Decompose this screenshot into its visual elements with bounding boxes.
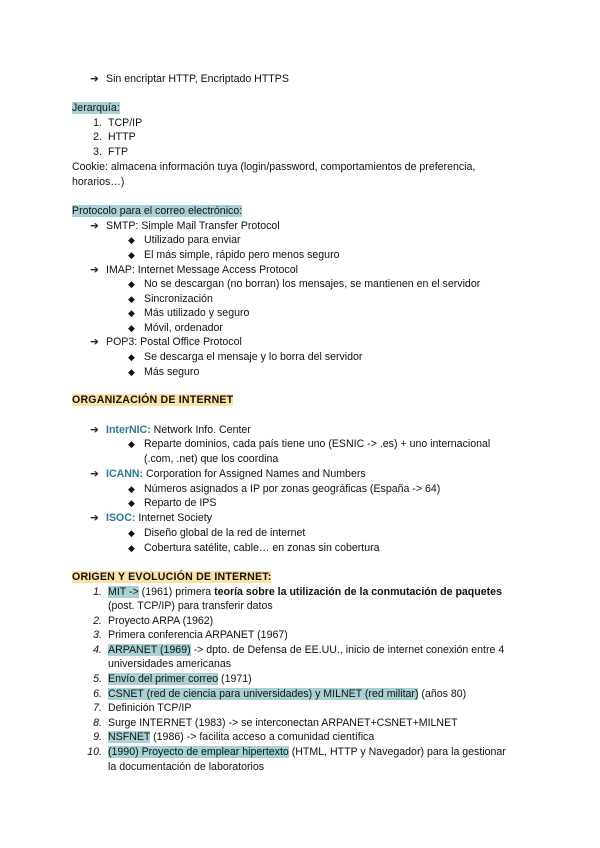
arrow-icon: ➔: [90, 220, 99, 232]
internic-subitem-cont: (.com, .net) que los coordina: [144, 453, 279, 465]
origen-item: 1. MIT -> (1961) primera teoría sobre la utilización de la conmutación de paquetes: [93, 586, 502, 598]
origen-item: 4. ARPANET (1969) -> dpto. de Defensa de EE.UU., inicio de internet conexión entre 4: [93, 644, 505, 656]
https-line: ➔ Sin encriptar HTTP, Encriptado HTTPS: [90, 73, 289, 85]
diamond-bullet-icon: ◆: [128, 528, 135, 538]
jerarquia-item: 3. FTP: [93, 146, 129, 158]
internic-subitem: ◆ Reparte dominios, cada país tiene uno (ESNIC -> .es) + uno internacional: [128, 438, 491, 450]
diamond-bullet-icon: ◆: [128, 484, 135, 494]
imap-subitem: ◆ Sincronización: [128, 293, 213, 305]
isoc-item: ➔ ISOC: Internet Society: [90, 512, 212, 524]
correo-heading: Protocolo para el correo electrónico:: [72, 205, 243, 217]
diamond-bullet-icon: ◆: [128, 543, 135, 553]
origen-item-cont: la documentación de laboratorios: [108, 761, 265, 773]
organizacion-heading: ORGANIZACIÓN DE INTERNET: [72, 394, 234, 406]
origen-item: 2. Proyecto ARPA (1962): [93, 615, 214, 627]
smtp-item: ➔ SMTP: Simple Mail Transfer Protocol: [90, 220, 280, 232]
origen-item: 8. Surge INTERNET (1983) -> se interconectan ARPANET+CSNET+MILNET: [93, 717, 458, 729]
origen-item-cont: (post. TCP/IP) para transferir datos: [108, 600, 273, 612]
diamond-bullet-icon: ◆: [128, 308, 135, 318]
origen-item: 7. Definición TCP/IP: [93, 702, 192, 714]
isoc-subitem: ◆ Diseño global de la red de internet: [128, 527, 306, 539]
origen-item-cont: universidades americanas: [108, 658, 232, 670]
origen-item: 10. (1990) Proyecto de emplear hipertexto (HTML, HTTP y Navegador) para la gestionar: [87, 746, 506, 758]
icann-item: ➔ ICANN: Corporation for Assigned Names and Numbers: [90, 468, 366, 480]
imap-subitem: ◆ Móvil, ordenador: [128, 322, 223, 334]
origen-heading: ORIGEN Y EVOLUCIÓN DE INTERNET:: [72, 571, 272, 583]
diamond-bullet-icon: ◆: [128, 498, 135, 508]
imap-subitem: ◆ No se descargan (no borran) los mensajes, se mantienen en el servidor: [128, 278, 481, 290]
origen-item: 5. Envío del primer correo (1971): [93, 673, 252, 685]
arrow-icon: ➔: [90, 512, 99, 524]
arrow-icon: ➔: [90, 468, 99, 480]
diamond-bullet-icon: ◆: [128, 352, 135, 362]
arrow-icon: ➔: [90, 73, 99, 85]
origen-item: 3. Primera conferencia ARPANET (1967): [93, 629, 288, 641]
internic-item: ➔ InterNIC: Network Info. Center: [90, 424, 251, 436]
diamond-bullet-icon: ◆: [128, 294, 135, 304]
diamond-bullet-icon: ◆: [128, 279, 135, 289]
diamond-bullet-icon: ◆: [128, 367, 135, 377]
diamond-bullet-icon: ◆: [128, 439, 135, 449]
smtp-subitem: ◆ Utilizado para enviar: [128, 234, 241, 246]
arrow-icon: ➔: [90, 264, 99, 276]
icann-subitem: ◆ Reparto de IPS: [128, 497, 217, 509]
pop3-subitem: ◆ Se descarga el mensaje y lo borra del servidor: [128, 351, 363, 363]
cookie-text: Cookie: almacena información tuya (login/password, comportamientos de preferencia,: [72, 161, 476, 173]
jerarquia-item: 1. TCP/IP: [93, 117, 143, 129]
imap-subitem: ◆ Más utilizado y seguro: [128, 307, 250, 319]
cookie-text-cont: horarios…): [72, 176, 125, 188]
origen-item: 6. CSNET (red de ciencia para universidades) y MILNET (red militar) (años 80): [93, 688, 467, 700]
pop3-item: ➔ POP3: Postal Office Protocol: [90, 336, 242, 348]
origen-item: 9. NSFNET (1986) -> facilita acceso a comunidad científica: [93, 731, 375, 743]
diamond-bullet-icon: ◆: [128, 235, 135, 245]
icann-subitem: ◆ Números asignados a IP por zonas geográficas (España -> 64): [128, 483, 441, 495]
imap-item: ➔ IMAP: Internet Message Access Protocol: [90, 264, 298, 276]
arrow-icon: ➔: [90, 424, 99, 436]
diamond-bullet-icon: ◆: [128, 250, 135, 260]
isoc-subitem: ◆ Cobertura satélite, cable… en zonas sin cobertura: [128, 542, 380, 554]
smtp-subitem: ◆ El más simple, rápido pero menos seguro: [128, 249, 340, 261]
pop3-subitem: ◆ Más seguro: [128, 366, 200, 378]
arrow-icon: ➔: [90, 336, 99, 348]
jerarquia-item: 2. HTTP: [93, 131, 136, 143]
jerarquia-heading: Jerarquía:: [72, 102, 120, 114]
diamond-bullet-icon: ◆: [128, 323, 135, 333]
